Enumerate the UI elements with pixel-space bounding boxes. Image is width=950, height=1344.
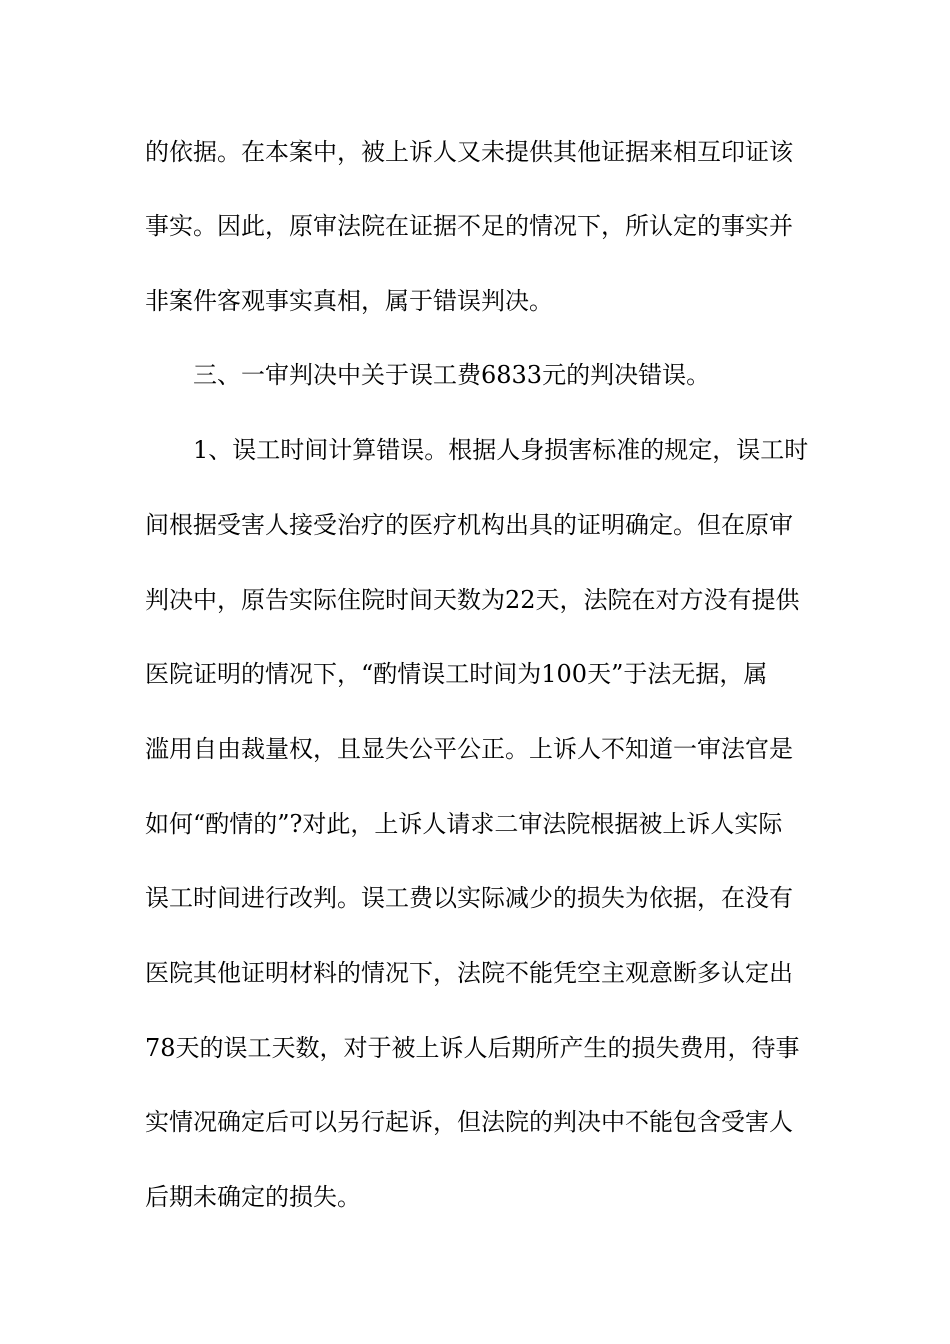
text-line-11: 误工时间进行改判。误工费以实际减少的损失为依据，在没有	[145, 884, 793, 912]
text-line-1: 的依据。在本案中，被上诉人又未提供其他证据来相互印证该	[145, 138, 793, 166]
text-line-8: 医院证明的情况下，“酌情误工时间为100天”于法无据，属	[145, 660, 768, 688]
section-heading-3: 三、一审判决中关于误工费6833元的判决错误。	[193, 361, 711, 389]
text-line-2: 事实。因此，原审法院在证据不足的情况下，所认定的事实并	[145, 212, 793, 240]
text-line-3: 非案件客观事实真相，属于错误判决。	[145, 287, 553, 315]
text-line-10: 如何“酌情的”?对此，上诉人请求二审法院根据被上诉人实际	[145, 810, 783, 838]
text-line-9: 滥用自由裁量权，且显失公平公正。上诉人不知道一审法官是	[145, 735, 793, 763]
text-line-7: 判决中，原告实际住院时间天数为22天，法院在对方没有提供	[145, 586, 800, 614]
text-line-12: 医院其他证明材料的情况下，法院不能凭空主观意断多认定出	[145, 959, 793, 987]
text-line-5: 1、误工时间计算错误。根据人身损害标准的规定，误工时	[193, 436, 809, 464]
text-line-13: 78天的误工天数，对于被上诉人后期所产生的损失费用，待事	[145, 1034, 800, 1062]
text-line-14: 实情况确定后可以另行起诉，但法院的判决中不能包含受害人	[145, 1108, 793, 1136]
text-line-6: 间根据受害人接受治疗的医疗机构出具的证明确定。但在原审	[145, 511, 793, 539]
text-line-15: 后期未确定的损失。	[145, 1183, 361, 1211]
